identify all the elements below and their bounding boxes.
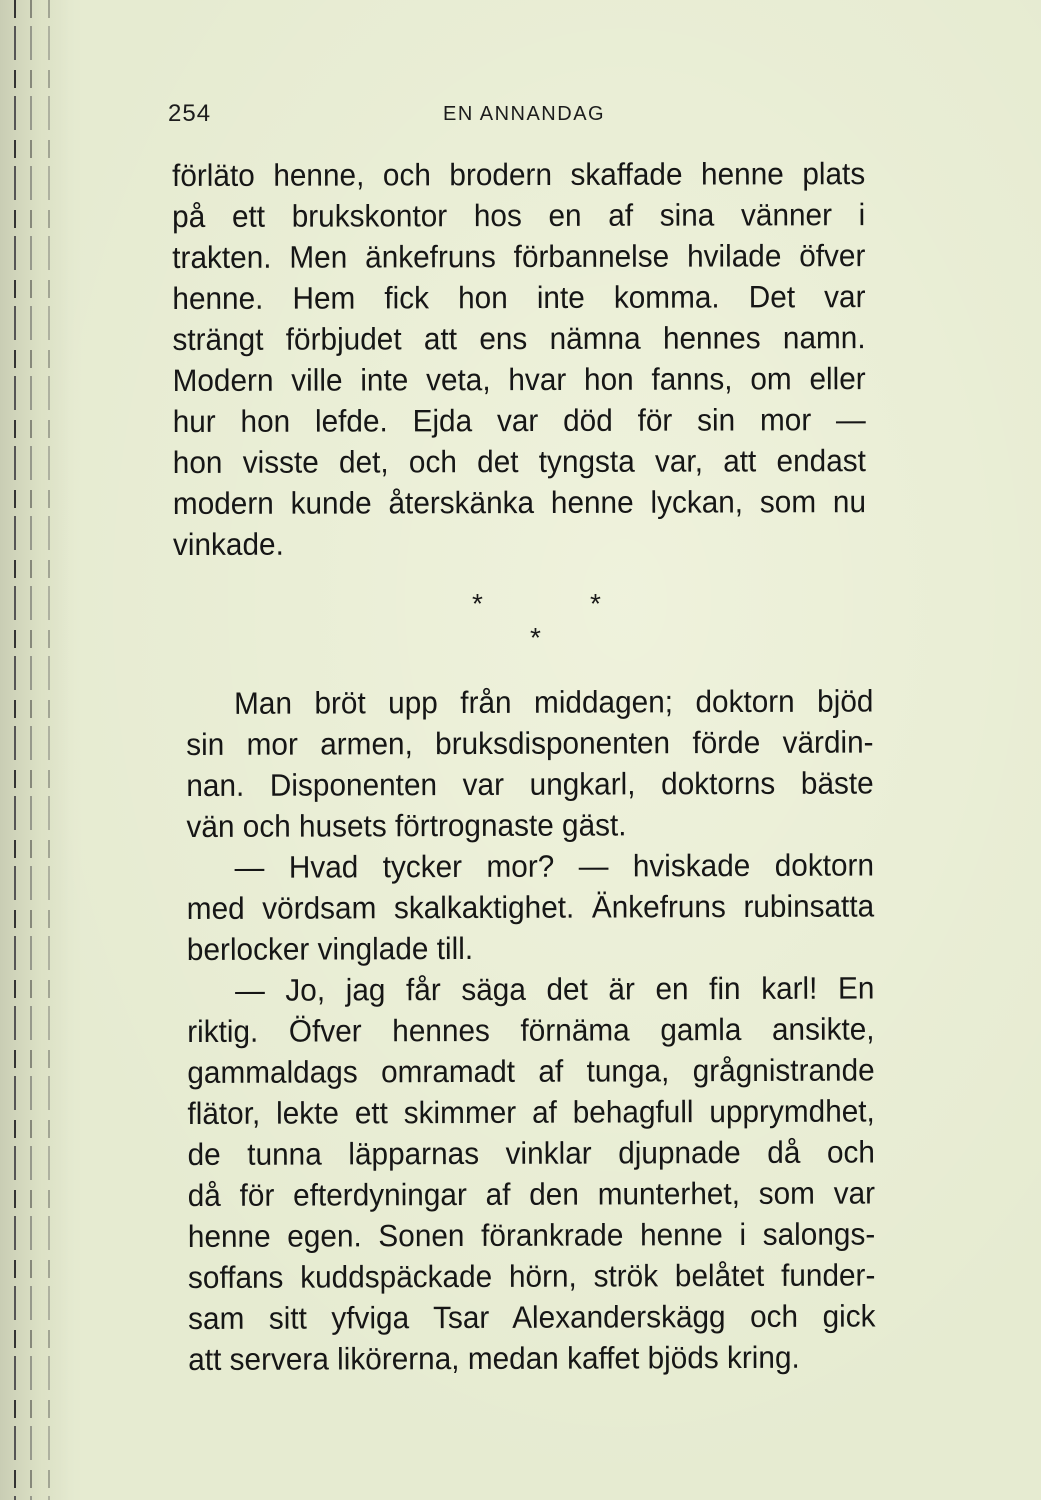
text-line: Man bröt upp från middagen; doktorn bjöd — [234, 683, 874, 721]
gutter-edge-line — [30, 0, 32, 1500]
text-line: trakten. Men änkefruns förbannelse hvilade öfver — [172, 238, 866, 275]
text-line: berlocker vinglade till. — [186, 930, 474, 967]
text-line: flätor, lekte ett skimmer af behagfull upprymdhet, — [187, 1093, 875, 1131]
text-line: soffans kuddspäckade hörn, strök belåtet funder- — [187, 1257, 876, 1295]
text-line: sam sitt yfviga Tsar Alexanderskägg och gick — [188, 1298, 876, 1336]
text-line: med vördsam skalkaktighet. Änkefruns rubinsatta — [186, 888, 875, 926]
text-line: vinkade. — [172, 526, 284, 562]
text-line: hur hon lefde. Ejda var död för sin mor — — [172, 402, 866, 439]
text-line: henne egen. Sonen förankrade henne i salongs- — [187, 1216, 876, 1254]
gutter-edge-line — [14, 0, 16, 1500]
text-line: gammaldags omramadt af tunga, grågnistrande — [187, 1052, 875, 1090]
text-line: sin mor armen, bruksdisponenten förde värdin- — [186, 724, 874, 762]
text-line: — Jo, jag får säga det är en fin karl! En — [234, 970, 875, 1008]
text-line: Modern ville inte veta, hvar hon fanns, om eller — [172, 361, 866, 398]
text-line: att servera likörerna, medan kaffet bjöds kring. — [188, 1339, 800, 1377]
text-line: modern kunde återskänka henne lyckan, som nu — [172, 484, 867, 521]
text-line: riktig. Öfver hennes förnäma gamla ansikte, — [187, 1011, 875, 1049]
asterisk: * — [472, 588, 483, 619]
page-gutter — [0, 0, 70, 1500]
text-line: hon visste det, och det tyngsta var, att endast — [172, 443, 866, 480]
running-title: EN ANNANDAG — [443, 103, 606, 125]
asterisk: * — [590, 588, 601, 619]
text-line: då för efterdyningar af den munterhet, som var — [187, 1175, 876, 1213]
text-line: på ett brukskontor hos en af sina vänner i — [172, 197, 866, 234]
text-line: vän och husets förtrognaste gäst. — [186, 807, 627, 844]
gutter-edge-line — [48, 0, 50, 1500]
text-line: henne. Hem fick hon inte komma. Det var — [172, 279, 866, 316]
text-line: de tunna läpparnas vinklar djupnade då och — [187, 1134, 875, 1172]
paragraph-2 — [186, 681, 876, 1380]
page-number: 254 — [168, 100, 212, 127]
text-line: strängt förbjudet att ens nämna hennes namn. — [172, 320, 866, 357]
text-line: förläto henne, och brodern skaffade henne plats — [172, 156, 866, 193]
paragraph-1 — [172, 153, 866, 565]
asterisk: * — [530, 622, 541, 653]
text-line: — Hvad tycker mor? — hviskade doktorn — [234, 847, 875, 885]
text-line: nan. Disponenten var ungkarl, doktorns bäste — [186, 765, 874, 803]
